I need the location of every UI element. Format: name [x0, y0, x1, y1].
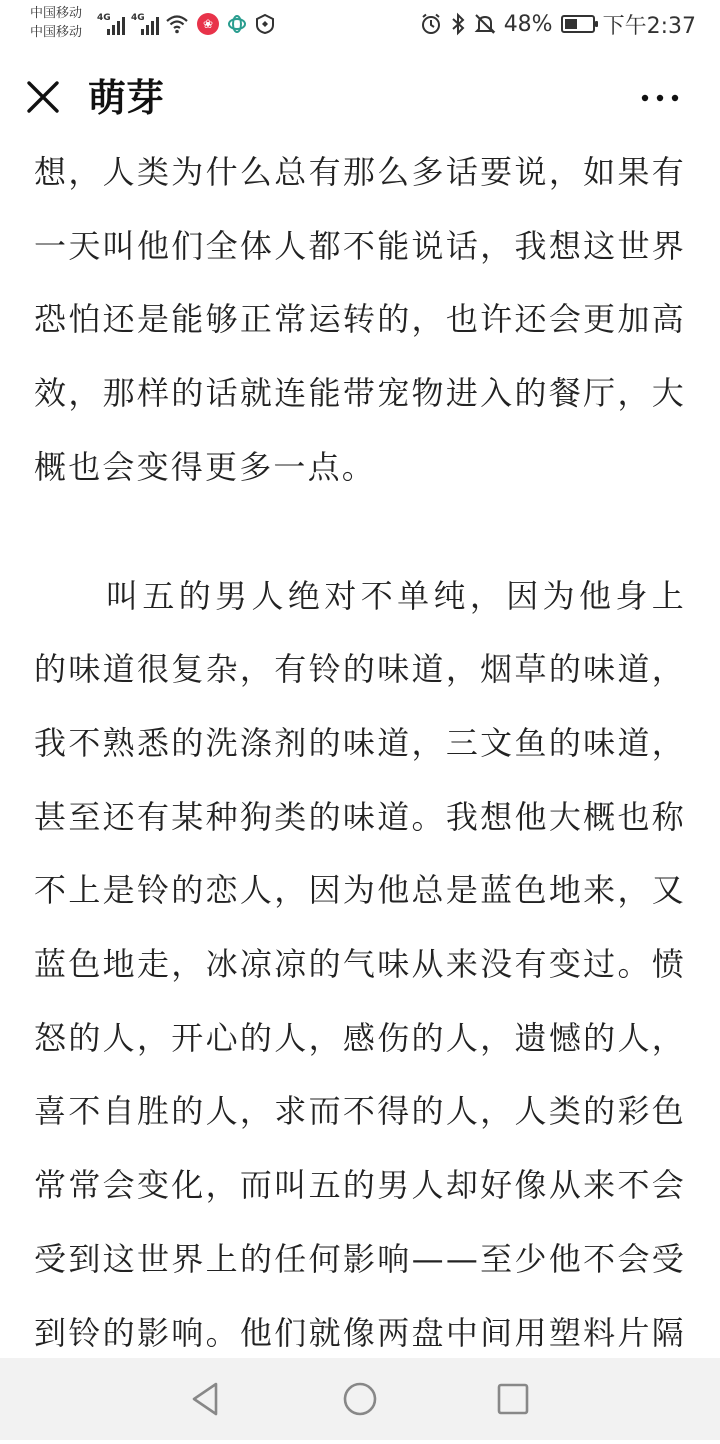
china-mobile-icon	[227, 14, 247, 34]
article-body	[34, 136, 686, 1358]
signal-icon	[97, 13, 123, 35]
carrier-2-label: 中国移动	[30, 25, 83, 40]
status-left-icons	[97, 10, 275, 38]
close-icon[interactable]	[26, 80, 60, 114]
back-triangle-icon[interactable]	[188, 1381, 224, 1417]
page-title: 萌芽	[88, 76, 165, 120]
mute-icon	[474, 13, 496, 35]
title-bar	[0, 50, 720, 148]
battery-fill	[565, 19, 577, 29]
network-type-2: 4G	[131, 13, 145, 23]
carrier-labels	[30, 4, 82, 42]
status-right-icons	[420, 10, 696, 38]
status-bar	[0, 0, 720, 50]
app-notification-icon: ❀	[197, 13, 219, 35]
more-icon[interactable]	[640, 88, 680, 108]
wifi-icon	[165, 13, 189, 35]
bluetooth-icon	[450, 13, 466, 35]
home-circle-icon[interactable]	[342, 1381, 378, 1417]
clock-time: 下午2:37	[602, 13, 696, 39]
battery-percent: 48%	[503, 11, 553, 37]
alarm-icon	[420, 13, 442, 35]
recents-square-icon[interactable]	[495, 1381, 531, 1417]
battery-icon	[561, 15, 595, 33]
signal-icon	[131, 13, 157, 35]
shield-icon	[255, 14, 275, 34]
system-nav-bar	[0, 1358, 720, 1440]
carrier-1-label: 中国移动	[30, 6, 83, 21]
paragraph: 想，人类为什么总有那么多话要说，如果有一天叫他们全体人都不能说话，我想这世界恐怕还是能够正常运转的，也许还会更加高效，那样的话就连能带宠物进入的餐厅，大概也会变得更多一点。	[34, 153, 686, 486]
paragraph: 叫五的男人绝对不单纯，因为他身上的味道很复杂，有铃的味道，烟草的味道，我不熟悉的洗涤剂的味道，三文鱼的味道，甚至还有某种狗类的味道。我想他大概也称不上是铃的恋人，因为他总是蓝色地来，又蓝色地走，冰凉凉的气味从来没有变过。愤怒的人，开心的人，感伤的人，遗憾的人，喜不自胜的人，求而不得的人，人类的彩色常常会变化，而叫五的男人却好像从来不会受到这世界上的任何影响——至少他不会受到铃的影响。他们就像两盘中间用塑料片隔	[34, 576, 686, 1352]
network-type-1: 4G	[97, 13, 111, 23]
